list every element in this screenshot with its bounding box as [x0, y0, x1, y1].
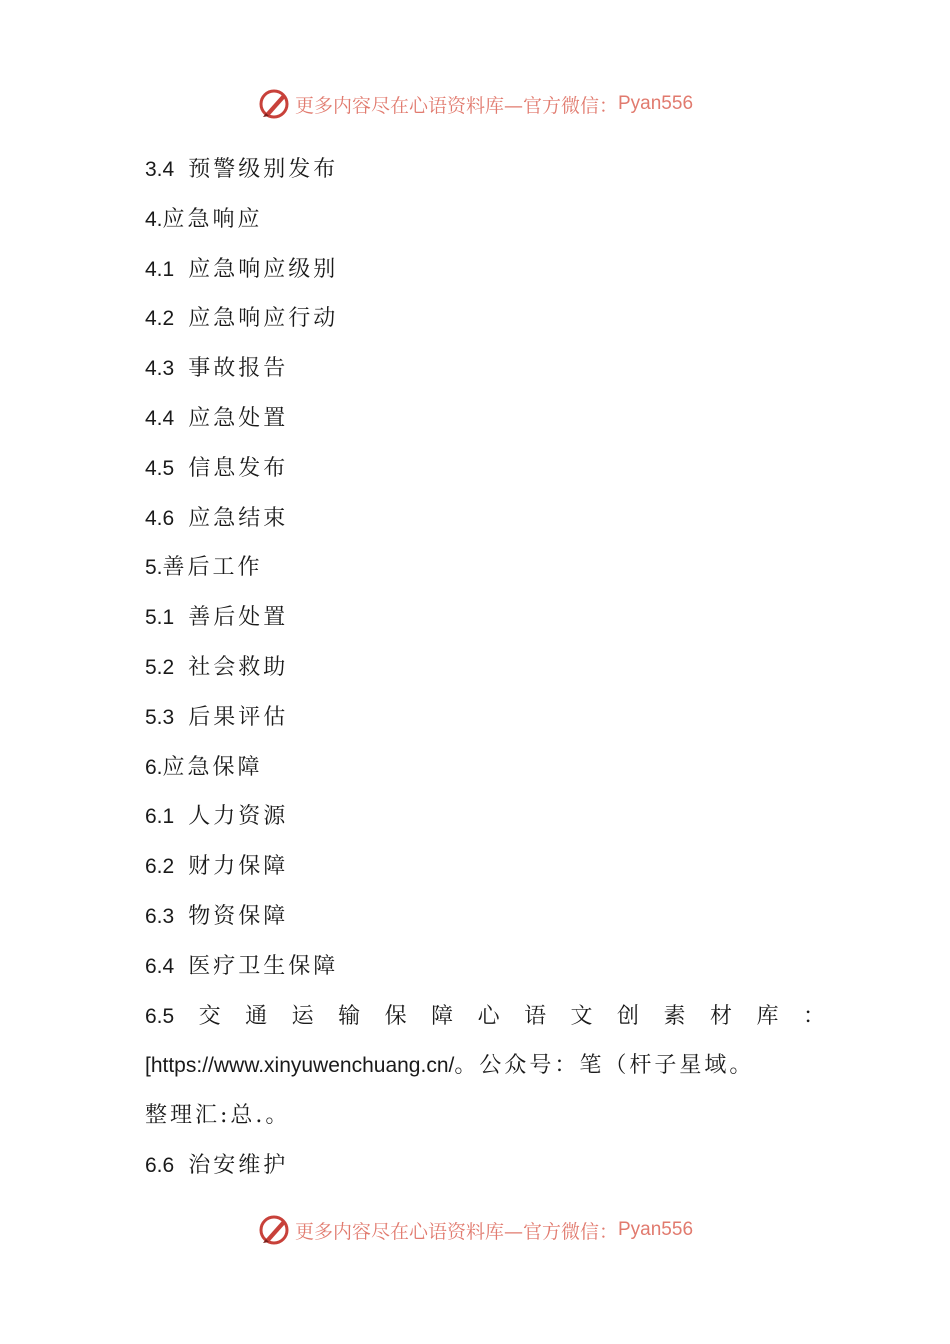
section-number: 4.2 [145, 307, 175, 331]
section-number: 4.6 [145, 506, 175, 530]
toc-line-justified [145, 992, 825, 1042]
section-title: 应急响应级别 [188, 256, 339, 282]
justified-char: 素 [663, 1003, 686, 1029]
continuation-text: 。公众号：笔（杆子星域。 [454, 1053, 755, 1079]
toc-line [145, 543, 825, 593]
toc-line [145, 942, 825, 992]
continuation-line [145, 1091, 825, 1141]
section-number: 4.1 [145, 257, 175, 281]
section-number: 4.5 [145, 456, 175, 480]
section-title: 后果评估 [188, 704, 289, 730]
toc-line [145, 294, 825, 344]
justified-char: 心 [477, 1003, 500, 1029]
banner-handle: Pyan556 [618, 93, 694, 114]
toc-line [145, 892, 825, 942]
document-body [145, 145, 825, 1191]
banner-handle: Pyan556 [618, 1219, 694, 1240]
section-title: 善后处置 [188, 605, 289, 631]
section-number: 6.1 [145, 805, 175, 829]
section-number: 6.3 [145, 904, 175, 928]
section-title: 社会救助 [188, 654, 289, 680]
section-number: 6.2 [145, 855, 175, 879]
toc-line [145, 792, 825, 842]
section-number: 3.4 [145, 158, 175, 181]
justified-char: ： [802, 1003, 825, 1029]
section-title: 应急结束 [188, 505, 289, 531]
section-number: 5.2 [145, 655, 175, 679]
justified-char: 语 [524, 1003, 547, 1029]
justified-char: 创 [617, 1003, 640, 1029]
justified-char: 文 [570, 1003, 593, 1029]
toc-line [145, 344, 825, 394]
toc-line [145, 643, 825, 693]
section-title: 医疗卫生保障 [188, 953, 339, 979]
section-number: 5. [145, 556, 163, 580]
toc-line [145, 1141, 825, 1191]
section-number: 4.3 [145, 357, 175, 381]
section-number: 6.5 [145, 1004, 175, 1028]
pen-logo-icon [257, 87, 291, 121]
justified-char: 通 [245, 1003, 268, 1029]
section-title: 善后工作 [162, 555, 263, 581]
section-title: 财力保障 [188, 854, 289, 880]
toc-line [145, 693, 825, 743]
section-title: 人力资源 [188, 804, 289, 830]
footer-banner [0, 1208, 950, 1252]
section-title: 治安维护 [188, 1152, 289, 1178]
section-title: 应急处置 [188, 405, 289, 431]
justified-char: 障 [431, 1003, 454, 1029]
header-banner [0, 82, 950, 126]
section-title: 物资保障 [188, 903, 289, 929]
website-url: [https://www.xinyuwenchuang.cn/ [145, 1054, 455, 1078]
toc-line [145, 494, 825, 544]
section-title: 应急响应行动 [188, 306, 339, 332]
section-number: 4.4 [145, 406, 175, 430]
pen-logo-icon [257, 1213, 291, 1247]
section-title: 信息发布 [188, 455, 289, 481]
toc-line [145, 394, 825, 444]
continuation-line [145, 1041, 825, 1091]
section-title: 应急响应 [162, 206, 263, 232]
section-number: 6.4 [145, 954, 175, 978]
justified-char: 运 [291, 1003, 314, 1029]
toc-line [145, 145, 825, 195]
toc-line [145, 743, 825, 793]
banner-text: 更多内容尽在心语资料库—官方微信： [294, 1220, 618, 1243]
toc-line [145, 842, 825, 892]
toc-line [145, 245, 825, 295]
section-number: 4. [145, 207, 163, 231]
toc-line [145, 195, 825, 245]
toc-line [145, 444, 825, 494]
section-number: 5.3 [145, 705, 175, 729]
justified-char: 保 [384, 1003, 407, 1029]
justified-char: 材 [710, 1003, 733, 1029]
section-title: 预警级别发布 [188, 157, 339, 182]
banner-text: 更多内容尽在心语资料库—官方微信： [294, 94, 618, 117]
section-number: 5.1 [145, 606, 175, 630]
toc-line [145, 593, 825, 643]
justified-char: 输 [338, 1003, 361, 1029]
section-number: 6. [145, 755, 163, 779]
section-number: 6.6 [145, 1153, 175, 1177]
justified-char: 交 [198, 1003, 221, 1029]
section-title: 事故报告 [188, 356, 289, 382]
section-title: 应急保障 [162, 754, 263, 780]
continuation-text: 整理汇:总.。 [145, 1103, 291, 1129]
justified-char: 库 [756, 1003, 779, 1029]
